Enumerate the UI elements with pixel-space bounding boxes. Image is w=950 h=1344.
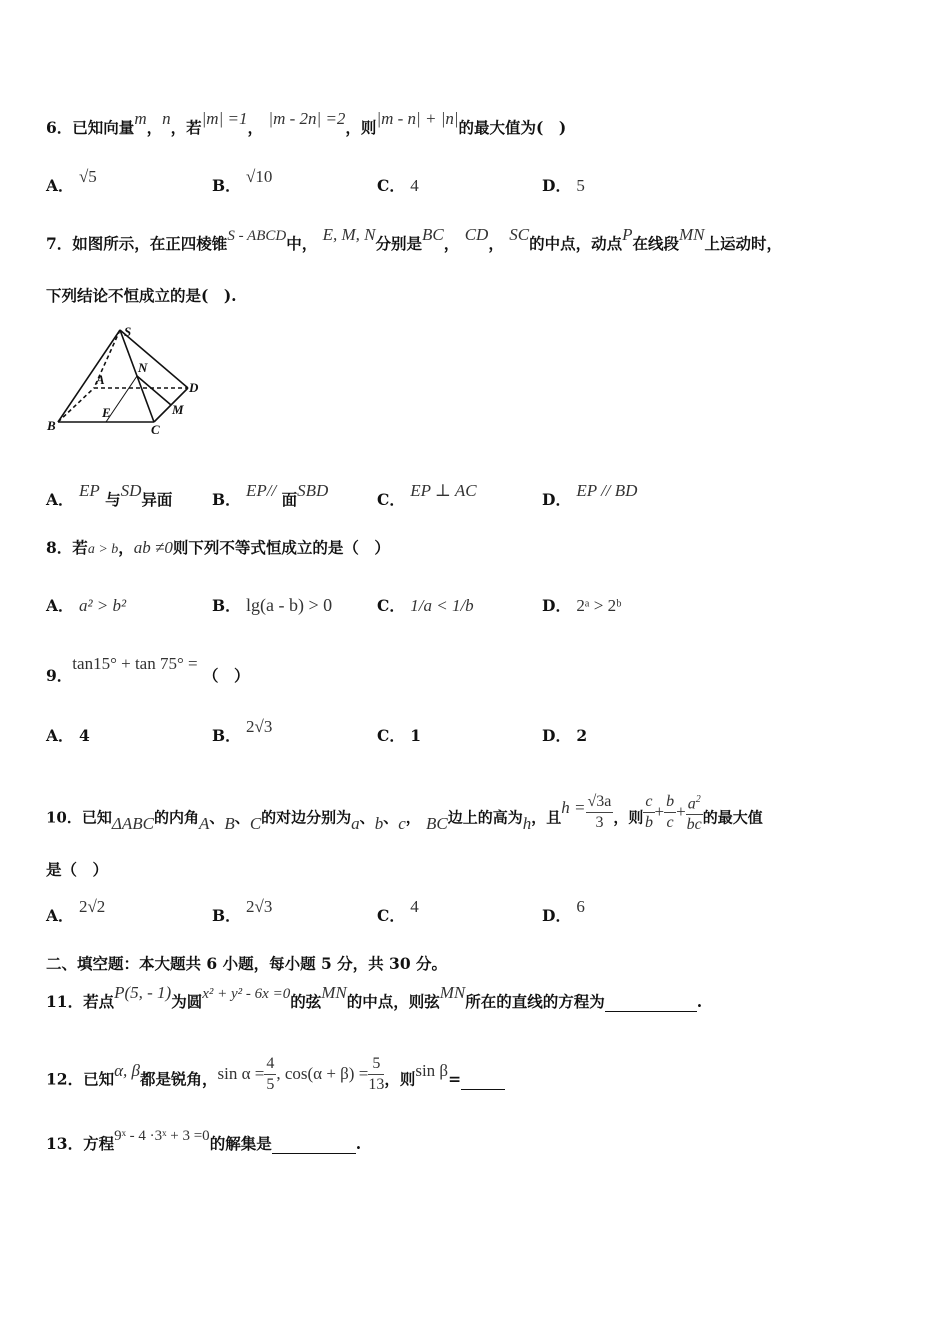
question-number: 6． xyxy=(46,118,73,137)
option-value: 2ᵃ > 2ᵇ xyxy=(576,596,622,615)
text: 、 xyxy=(359,808,375,827)
text: 所在的直线的方程为 xyxy=(465,992,605,1011)
fraction-bc: $\frac{b}{c}$ xyxy=(666,793,675,832)
math: |m - 2n| =2 xyxy=(268,109,346,128)
label-n: N xyxy=(138,360,148,375)
label-s: S xyxy=(124,324,132,339)
question-7 xyxy=(46,225,783,254)
math: m xyxy=(134,109,147,128)
text: 、 xyxy=(383,808,399,827)
text: ，则 xyxy=(613,808,644,827)
q9-option-c[interactable] xyxy=(377,724,421,746)
text: 方程 xyxy=(83,1134,115,1153)
text: 已知 xyxy=(83,1069,115,1089)
text: 在线段 xyxy=(632,234,679,253)
math: EP xyxy=(78,481,100,500)
answer-blank[interactable] xyxy=(272,1134,356,1154)
denominator: 5 xyxy=(266,1076,275,1093)
option-label: C． xyxy=(377,726,405,745)
text: ， xyxy=(488,234,504,253)
numerator: 5 xyxy=(368,1054,384,1075)
text: 则下列不等式恒成立的是（ ） xyxy=(172,538,390,557)
question-10: 10．已知ΔABC的内角A、B、C的对边分别为a、b、c， BC边上的高为h，且h = $\frac{√3a}{3}$ ，则 $\frac{c}{b}$ + $\frac{b}{c}$ + $\frac{a^2}{bc}$ 的最大值 xyxy=(46,796,763,841)
option-label: B． xyxy=(212,906,241,925)
text: ， xyxy=(247,118,263,137)
math: E, M, N xyxy=(322,225,376,244)
text: = xyxy=(448,1069,462,1089)
numerator: √3a xyxy=(586,792,614,813)
label-b: B xyxy=(47,418,56,433)
text: 的解集是 xyxy=(209,1134,272,1153)
option-value: 2√2 xyxy=(78,897,106,916)
math: tan15° + tan 75° = xyxy=(72,654,198,673)
option-value: √10 xyxy=(246,167,273,186)
denominator: 13 xyxy=(368,1076,385,1093)
fraction-a2bc: $\frac{a^2}{bc}$ xyxy=(686,790,703,835)
q7-option-b[interactable] xyxy=(212,481,329,510)
option-label: D． xyxy=(542,596,571,615)
pyramid-figure xyxy=(44,322,214,442)
text: 的弦 xyxy=(290,992,322,1011)
question-8 xyxy=(46,536,390,558)
option-value: lg(a - b) > 0 xyxy=(246,595,333,615)
label-m: M xyxy=(172,402,184,417)
text: 、 xyxy=(234,808,250,827)
text: 中， xyxy=(286,234,318,253)
option-label: D． xyxy=(542,906,571,925)
math: A xyxy=(199,813,210,833)
math: BC xyxy=(422,225,444,244)
q6-option-c[interactable] xyxy=(377,174,419,196)
q6-option-b[interactable] xyxy=(212,167,273,196)
option-value: 1 xyxy=(410,726,422,745)
question-number: 12． xyxy=(46,1069,84,1089)
label-a: A xyxy=(96,372,105,387)
text: 的最大值 xyxy=(702,808,763,827)
q10-option-c[interactable] xyxy=(377,897,419,926)
option-value: 5 xyxy=(576,176,585,195)
option-label: B． xyxy=(212,596,241,615)
q7-option-d[interactable] xyxy=(542,481,638,510)
option-value: 4 xyxy=(410,176,419,195)
fraction-cb: $\frac{c}{b}$ xyxy=(644,793,653,832)
text: ， xyxy=(118,538,134,557)
text: 的中点，则弦 xyxy=(346,992,440,1011)
option-value: 2√3 xyxy=(246,897,273,916)
option-label: D． xyxy=(542,726,571,745)
question-11 xyxy=(46,983,703,1012)
option-value: 6 xyxy=(576,897,585,916)
math: , cos(α + β) = xyxy=(276,1063,369,1083)
math: |m| =1 xyxy=(201,109,248,128)
q6-option-a[interactable] xyxy=(46,167,97,196)
math: MN xyxy=(439,983,466,1002)
math: EP// xyxy=(246,481,277,500)
option-label: C． xyxy=(377,176,405,195)
math: MN xyxy=(679,225,705,244)
question-6 xyxy=(46,109,567,138)
text: 的对边分别为 xyxy=(261,808,352,827)
math: ΔABC xyxy=(111,813,154,833)
q8-option-a[interactable] xyxy=(46,594,126,616)
math: SC xyxy=(509,225,530,244)
math: b xyxy=(374,813,384,833)
text: 为圆 xyxy=(171,992,203,1011)
math: SD xyxy=(120,481,142,500)
text: 若点 xyxy=(83,992,115,1011)
question-number: 9． xyxy=(46,666,73,685)
math: S - ABCD xyxy=(227,228,287,244)
option-label: A． xyxy=(46,176,74,195)
text: ， xyxy=(146,118,163,137)
text: 的内角 xyxy=(153,808,199,827)
text: 异面 xyxy=(141,490,173,509)
question-number: 8． xyxy=(46,538,73,557)
math: SBD xyxy=(297,481,329,500)
answer-blank[interactable] xyxy=(605,992,697,1012)
question-7-line2: 下列结论不恒成立的是( ). xyxy=(46,286,237,305)
text: 边上的高为 xyxy=(447,808,523,827)
math: CD xyxy=(464,225,489,244)
option-label: B． xyxy=(212,726,241,745)
q8-option-b[interactable] xyxy=(212,594,332,616)
math: MN xyxy=(321,983,347,1002)
text: 如图所示，在正四棱锥 xyxy=(72,234,228,253)
fraction-h xyxy=(586,792,614,833)
q9-option-b[interactable] xyxy=(212,717,273,746)
q10-option-d[interactable] xyxy=(542,897,585,926)
text: 已知向量 xyxy=(72,118,135,137)
math: a > b xyxy=(87,542,119,557)
question-9 xyxy=(46,654,250,686)
text: ，且 xyxy=(531,808,562,827)
text: ， xyxy=(405,808,421,827)
text: . xyxy=(355,1134,362,1153)
option-value: 1/a < 1/b xyxy=(410,596,474,615)
answer-blank[interactable] xyxy=(461,1070,505,1090)
math: 9ˣ - 4 ·3ˣ + 3 =0 xyxy=(114,1128,210,1144)
question-number: 10． xyxy=(46,808,82,827)
option-label: D． xyxy=(542,176,571,195)
q8-option-d[interactable] xyxy=(542,594,621,616)
text: 都是锐角， xyxy=(139,1069,218,1089)
math: EP // BD xyxy=(576,481,638,500)
option-label: C． xyxy=(377,490,405,509)
math: ab ≠0 xyxy=(133,538,173,557)
text: 面 xyxy=(281,490,298,509)
option-label: C． xyxy=(377,906,405,925)
option-label: A． xyxy=(46,490,74,509)
option-value: 4 xyxy=(78,726,90,745)
denominator: 3 xyxy=(595,814,604,832)
q8-option-c[interactable] xyxy=(377,594,474,616)
text: ，则 xyxy=(345,118,377,137)
question-number: 7． xyxy=(46,234,73,253)
math: P xyxy=(622,225,633,244)
edge-ba xyxy=(58,388,94,422)
option-value: 2 xyxy=(576,726,588,745)
text: 、 xyxy=(209,808,225,827)
option-label: A． xyxy=(46,596,74,615)
text: ， xyxy=(443,234,460,253)
question-number: 11． xyxy=(46,992,84,1011)
q9-option-a[interactable] xyxy=(46,724,90,746)
option-label: C． xyxy=(377,596,405,615)
math: EP ⊥ AC xyxy=(410,481,477,500)
option-value: 2√3 xyxy=(246,717,273,736)
numerator: 4 xyxy=(264,1054,276,1075)
text: 上运动时， xyxy=(704,234,783,253)
math: α, β xyxy=(114,1060,140,1080)
fraction-4-5 xyxy=(264,1054,276,1095)
option-label: B． xyxy=(212,176,241,195)
math: BC xyxy=(426,813,448,833)
option-label: D． xyxy=(542,490,571,509)
math: h = xyxy=(561,797,586,817)
math: n xyxy=(162,109,171,128)
math: a xyxy=(351,813,360,833)
label-e: E xyxy=(102,405,111,420)
edge-sb xyxy=(58,330,120,422)
math: x² + y² - 6x =0 xyxy=(202,986,291,1002)
q7-option-a[interactable] xyxy=(46,481,173,510)
text: ，若 xyxy=(170,118,202,137)
math: h xyxy=(522,813,532,833)
math: P(5, - 1) xyxy=(114,983,172,1002)
q9-option-d[interactable] xyxy=(542,724,587,746)
math: sin β xyxy=(415,1060,449,1080)
question-10-line2: 是（ ） xyxy=(46,860,109,879)
math: B xyxy=(224,813,235,833)
fraction-5-13 xyxy=(368,1054,384,1095)
option-label: B． xyxy=(212,490,241,509)
math: C xyxy=(249,813,262,833)
q10-option-a[interactable] xyxy=(46,897,106,926)
option-label: A． xyxy=(46,906,74,925)
math: |m - n| + |n| xyxy=(376,109,459,128)
math: c xyxy=(398,813,406,833)
text: （ ） xyxy=(203,666,250,685)
text: 的中点，动点 xyxy=(529,234,623,253)
math: sin α = xyxy=(217,1063,265,1083)
text: 已知 xyxy=(81,808,112,827)
label-d: D xyxy=(189,380,199,395)
text: . xyxy=(696,992,703,1011)
q6-option-d[interactable] xyxy=(542,174,585,196)
q7-option-c[interactable] xyxy=(377,481,477,510)
text: 若 xyxy=(72,538,88,557)
option-value: √5 xyxy=(78,167,97,186)
text: 的最大值为( ) xyxy=(458,118,567,137)
question-12 xyxy=(46,1055,505,1101)
question-13 xyxy=(46,1128,362,1154)
question-number: 13． xyxy=(46,1134,84,1153)
text: 与 xyxy=(105,490,121,509)
label-c: C xyxy=(151,422,160,437)
q10-option-b[interactable] xyxy=(212,897,273,926)
text: ，则 xyxy=(384,1069,416,1089)
option-label: A． xyxy=(46,726,74,745)
option-value: a² > b² xyxy=(78,596,127,615)
text: 分别是 xyxy=(375,234,423,253)
option-value: 4 xyxy=(410,897,419,916)
section-heading: 二、填空题：本大题共 6 小题，每小题 5 分，共 30 分。 xyxy=(46,954,448,973)
